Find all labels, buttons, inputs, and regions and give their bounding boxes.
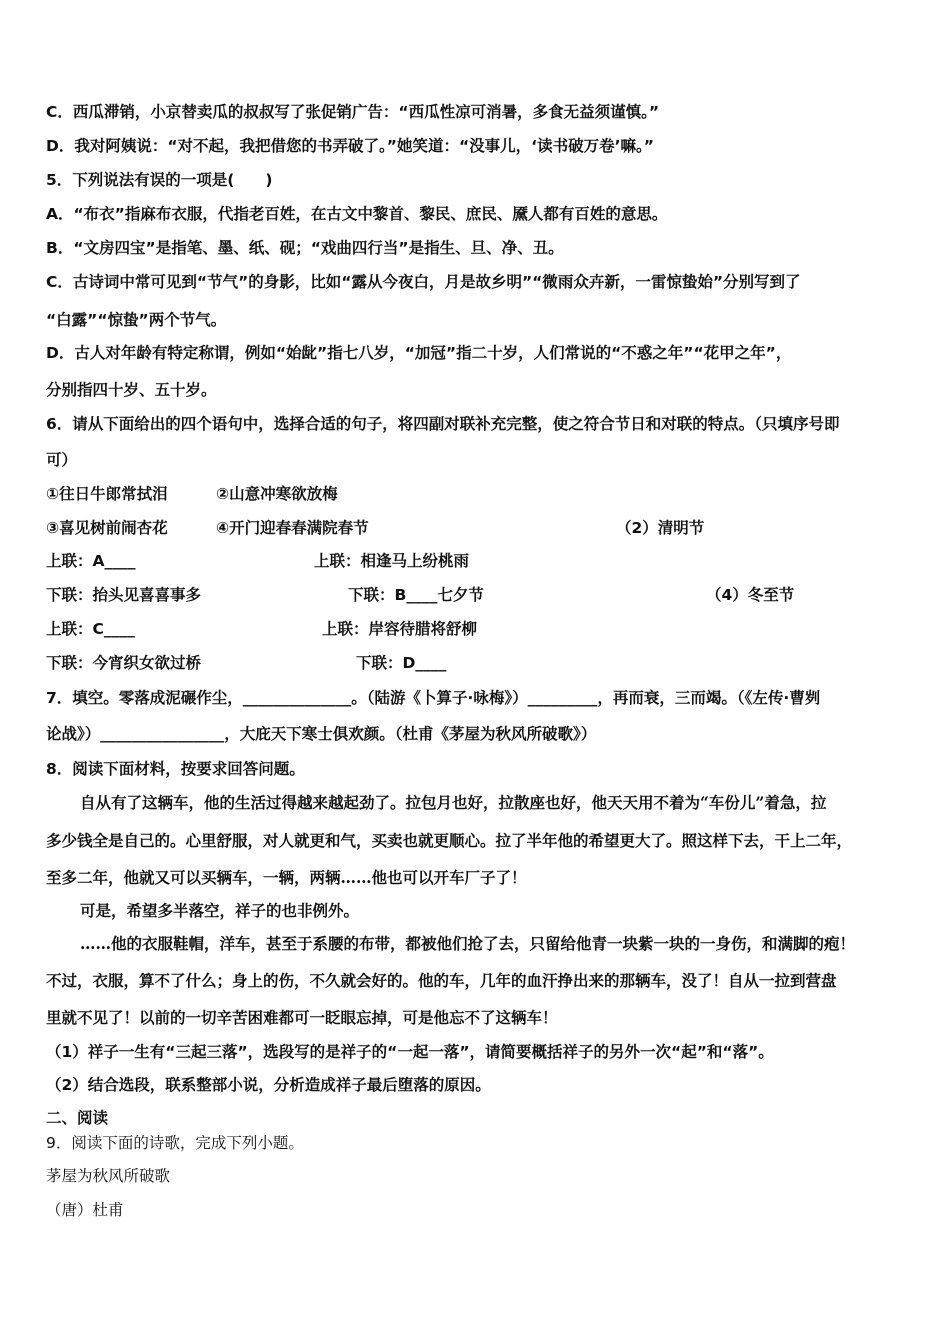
q8-passage-p1-line2: 多少钱全是自己的。心里舒服，对人就更和气，买卖也就更顺心。拉了半年他的希望更大了。照这样下去，干上二年， (46, 831, 853, 850)
q6-option-1: ①往日牛郎常拭泪 (46, 485, 168, 503)
q6-option-4: ④开门迎春春满院春节 (216, 519, 369, 537)
q8-passage-p1-line1: 自从有了这辆车，他的生活过得越来越起劲了。拉包月也好，拉散座也好，他天天用不着为“车份儿”着急，拉 (80, 793, 827, 812)
q8-passage-p3-line2: 不过，衣服，算不了什么；身上的伤，不久就会好的。他的车，几年的血汗挣出来的那辆车，没了！自从一拉到营盘 (46, 971, 837, 990)
q8-sub-question-2: （2）结合选段，联系整部小说，分析造成祥子最后堕落的原因。 (46, 1076, 491, 1094)
q5-option-c-line1: C．古诗词中常可见到“节气”的身影，比如“露从今夜白，月是故乡明”“微雨众卉新，一雷惊蛰始”分别写到了 (46, 273, 801, 291)
q8-passage-p2: 可是，希望多半落空，祥子的也非例外。 (80, 901, 360, 920)
q6-couplet2-upper: 上联：相逢马上纷桃雨 (314, 552, 470, 570)
q5-option-a: A．“布衣”指麻布衣服，代指老百姓，在古文中黎首、黎民、庶民、黡人都有百姓的意思。 (46, 205, 668, 223)
q5-option-c-line2: “白露”“惊蛰”两个节气。 (46, 311, 227, 329)
poem-author: （唐）杜甫 (46, 1201, 124, 1219)
q4-option-c: C．西瓜滞销，小京替卖瓜的叔叔写了张促销广告：“西瓜性凉可消暑，多食无益须谨慎。” (46, 103, 660, 121)
q4-option-d: D．我对阿姨说：“对不起，我把借您的书弄破了。”她笑道：“没事儿，‘读书破万卷’嘛。” (46, 137, 654, 155)
q9-stem: 9．阅读下面的诗歌，完成下列小题。 (46, 1134, 304, 1152)
q5-stem: 5．下列说法有误的一项是( ) (46, 171, 273, 189)
q8-passage-p3-line1: ……他的衣服鞋帽，洋车，甚至于系腰的布带，都被他们抢了去，只留给他青一块紫一块的一身伤，和满脚的疱！ (80, 934, 856, 953)
q6-stem-line1: 6．请从下面给出的四个语句中，选择合适的句子，将四副对联补充完整，使之符合节日和对联的特点。（只填序号即 (46, 415, 840, 433)
q8-passage-p1-line3: 至多二年，他就又可以买辆车，一辆，两辆……他也可以开车厂子了！ (46, 868, 527, 887)
q6-couplet4-lower: 下联：D____ (356, 654, 447, 672)
q8-passage-p3-line3: 里就不见了！以前的一切辛苦困难都可一眨眼忘掉，可是他忘不了这辆车！ (46, 1008, 558, 1027)
q6-option-2: ②山意冲寒欲放梅 (216, 485, 338, 503)
q6-tag-dongzhi: （4）冬至节 (706, 586, 795, 604)
q5-option-d-line1: D．古人对年龄有特定称谓，例如“始龀”指七八岁，“加冠”指二十岁，人们常说的“不惑之年”“花甲之年”， (46, 344, 792, 362)
q6-tag-qingming: （2）清明节 (616, 519, 705, 537)
q6-couplet1-lower: 下联：抬头见喜喜事多 (46, 586, 202, 604)
q6-option-3: ③喜见树前闹杏花 (46, 519, 168, 537)
section-title-reading: 二、阅读 (46, 1109, 109, 1127)
q6-couplet4-upper: 上联：岸容待腊将舒柳 (322, 620, 478, 638)
q6-couplet3-lower: 下联：B____七夕节 (348, 586, 484, 604)
q6-couplet3-upper: 上联：C____ (46, 620, 135, 638)
q6-couplet3-lower-text: 下联：今宵织女欲过桥 (46, 654, 202, 672)
q8-sub-question-1: （1）祥子一生有“三起三落”，选段写的是祥子的“一起一落”，请简要概括祥子的另外一次“起”和“落”。 (46, 1043, 774, 1061)
q5-option-d-line2: 分别指四十岁、五十岁。 (46, 381, 217, 399)
q8-stem: 8．阅读下面材料，按要求回答问题。 (46, 760, 305, 778)
q7-line2: 论战》）________________，大庇天下寒士俱欢颜。（杜甫《茅屋为秋风所破歌》） (46, 725, 597, 743)
poem-title: 茅屋为秋风所破歌 (46, 1167, 171, 1185)
q7-line1: 7．填空。零落成泥碾作尘，______________。（陆游《卜算子·咏梅》）_________，再而衰，三而竭。（《左传·曹刿 (46, 689, 821, 707)
q6-stem-line2: 可） (46, 451, 78, 469)
q6-couplet1-upper: 上联：A____ (46, 552, 136, 570)
q5-option-b: B．“文房四宝”是指笔、墨、纸、砚；“戏曲四行当”是指生、旦、净、丑。 (46, 239, 564, 257)
